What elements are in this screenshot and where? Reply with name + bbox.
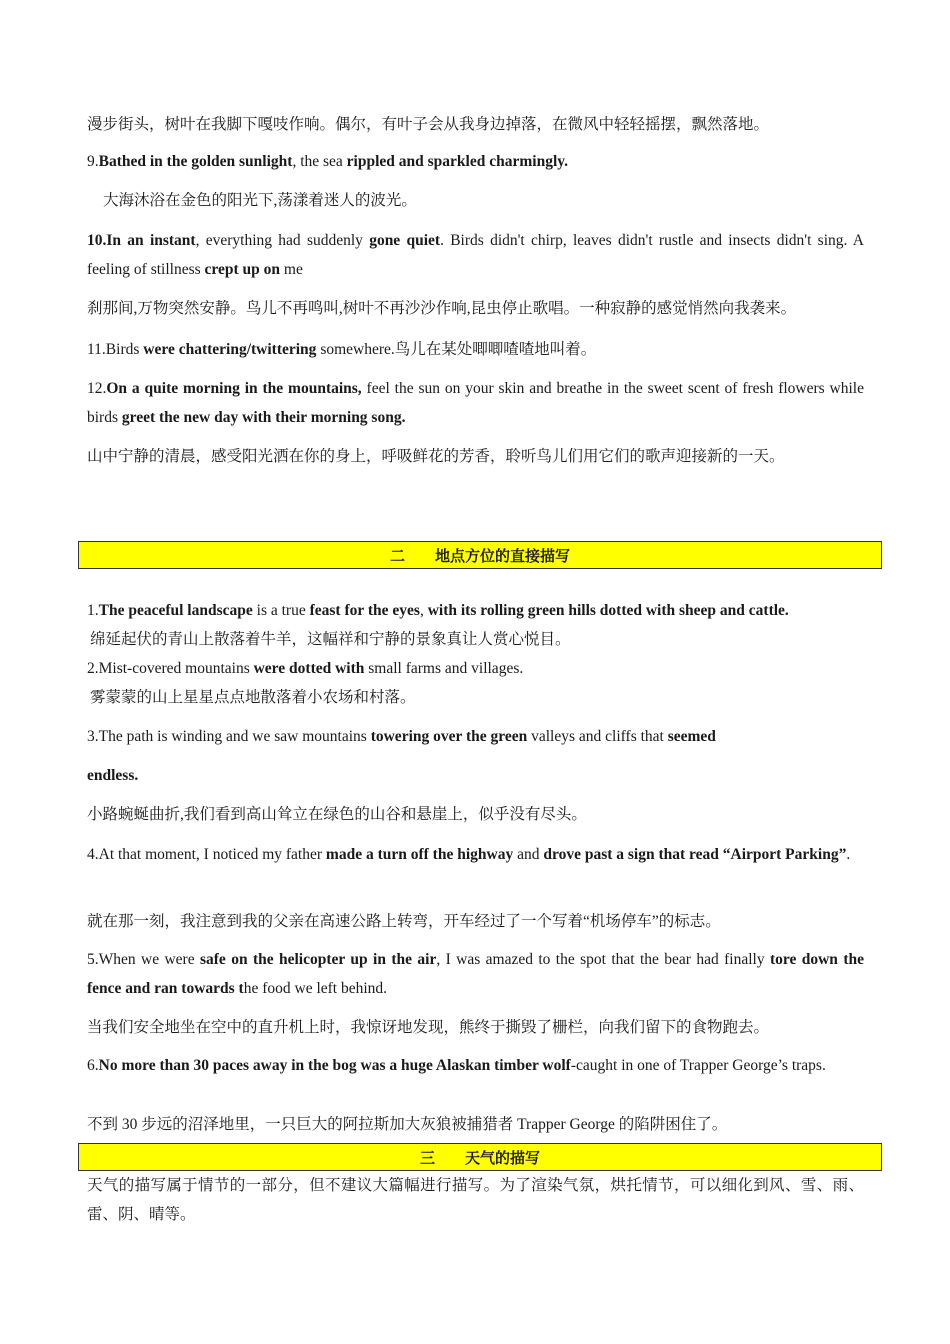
text: 3.The path is winding and we saw mountains [87,728,371,745]
item-10-en [87,226,864,284]
s3-intro [87,1171,864,1229]
s2-item-1-zh [90,625,864,654]
section-number: 二 [389,547,405,565]
paragraph-zh-walk [87,110,864,139]
bold-phrase: endless. [87,767,139,784]
s2-item-3-zh [87,800,864,829]
bold-phrase: crept up on [204,261,281,278]
section-title: 天气的描写 [465,1149,541,1167]
text: valleys and cliffs that [527,728,668,745]
text-zh: 鸟儿在某处唧唧喳喳地叫着。 [394,341,597,358]
bold-phrase: safe on the helicopter up in the air [199,951,437,968]
text-zh: 当我们安全地坐在空中的直升机上时，我惊讶地发现，熊终于撕毁了栅栏，向我们留下的食物跑去。 [87,1019,770,1036]
bold-phrase: 10.In an instant [87,232,196,249]
text-zh: 山中宁静的清晨，感受阳光洒在你的身上，呼吸鲜花的芳香，聆听鸟儿们用它们的歌声迎接新的一天。 [87,448,785,465]
text: is a true [252,602,310,619]
section-3-heading [78,1143,882,1171]
item-number: 1. [87,602,99,619]
s2-item-4-en [87,840,864,869]
item-9-zh [103,186,864,215]
text: , [419,602,428,619]
item-9-en [87,147,864,176]
item-number: 12. [87,380,107,397]
s2-item-3-en [87,722,864,751]
text-zh: 天气的描写属于情节的一部分，但不建议大篇幅进行描写。为了渲染气氛，烘托情节，可以细化到风、雪、雨、雷、阴、晴等。 [87,1177,864,1223]
text-zh: 小路蜿蜒曲折,我们看到高山耸立在绿色的山谷和悬崖上，似乎没有尽头。 [87,806,587,823]
text-zh: 绵延起伏的青山上散落着牛羊，这幅祥和宁静的景象真让人赏心悦目。 [90,631,571,648]
item-12-zh [87,442,864,471]
text-zh: 雾蒙蒙的山上星星点点地散落着小农场和村落。 [90,689,416,706]
text: he food we left behind. [243,980,388,997]
text: 2.Mist-covered mountains [87,660,254,677]
s2-item-5-zh [87,1013,864,1042]
text: , the sea [292,153,347,170]
bold-phrase: drove past a sign that read “Airport Parking” [543,846,847,863]
text: small farms and villages. [364,660,524,677]
section-number: 三 [419,1149,435,1167]
section-2-heading [78,541,882,569]
bold-phrase: towering over the green [370,728,528,745]
s2-item-2-zh [90,683,864,712]
bold-phrase: On a quite morning in the mountains, [106,380,362,397]
bold-phrase: feast for the eyes [309,602,420,619]
text: . Birds didn't chirp, leaves didn't rustle and insects didn't sing. A feeling of stillness [87,232,864,278]
bold-phrase: with its rolling green hills dotted with sheep and cattle. [427,602,789,619]
text: somewhere. [316,341,395,358]
text: 5.When we were [87,951,200,968]
text: , I was amazed to the spot that the bear had finally [436,951,770,968]
text: -caught in one of Trapper George’s traps. [570,1057,826,1074]
s2-item-6-zh [87,1110,864,1139]
bold-phrase: greet the new day with their morning song. [121,409,406,426]
s2-item-5-en [87,945,864,1003]
text: , everything had suddenly [195,232,370,249]
text: feel the sun on your skin and breathe in the sweet scent of fresh flowers while birds [87,380,864,426]
bold-phrase: Bathed in the golden sunlight [98,153,293,170]
s2-item-6-en [87,1051,864,1080]
text-zh: 刹那间,万物突然安静。鸟儿不再鸣叫,树叶不再沙沙作响,昆虫停止歌唱。一种寂静的感觉悄然向我袭来。 [87,300,797,317]
s2-item-1-en [87,596,864,625]
item-number: 6. [87,1057,99,1074]
bold-phrase: No more than 30 paces away in the bog was a huge Alaskan timber wolf [98,1057,571,1074]
text: 11.Birds [87,341,144,358]
text: and [513,846,544,863]
text: 4.At that moment, I noticed my father [87,846,326,863]
s2-item-4-zh [87,907,864,936]
bold-phrase: The peaceful landscape [98,602,253,619]
item-11 [87,335,864,364]
bold-phrase: seemed [667,728,716,745]
item-number: 9. [87,153,99,170]
bold-phrase: were dotted with [253,660,365,677]
text-zh: 不到 30 步远的沼泽地里，一只巨大的阿拉斯加大灰狼被捕猎者 Trapper George 的陷阱困住了。 [87,1116,728,1133]
bold-phrase: made a turn off the highway [325,846,514,863]
s2-item-3-en-cont [87,761,864,790]
bold-phrase: tore down the fence and ran towards t [87,951,864,997]
text-zh: 就在那一刻，我注意到我的父亲在高速公路上转弯，开车经过了一个写着“机场停车”的标志。 [87,913,721,930]
section-title: 地点方位的直接描写 [435,547,571,565]
s2-item-2-en [87,654,864,683]
bold-phrase: were chattering/twittering [143,341,317,358]
bold-phrase: rippled and sparkled charmingly. [346,153,569,170]
bold-phrase: gone quiet [369,232,441,249]
item-12-en [87,374,864,432]
text: me [280,261,303,278]
item-10-zh [87,294,864,323]
text-zh: 大海沐浴在金色的阳光下,荡漾着迷人的波光。 [103,192,417,209]
text: . [846,846,851,863]
text-zh: 漫步街头，树叶在我脚下嘎吱作响。偶尔，有叶子会从我身边掉落，在微风中轻轻摇摆，飘然落地。 [87,116,770,133]
